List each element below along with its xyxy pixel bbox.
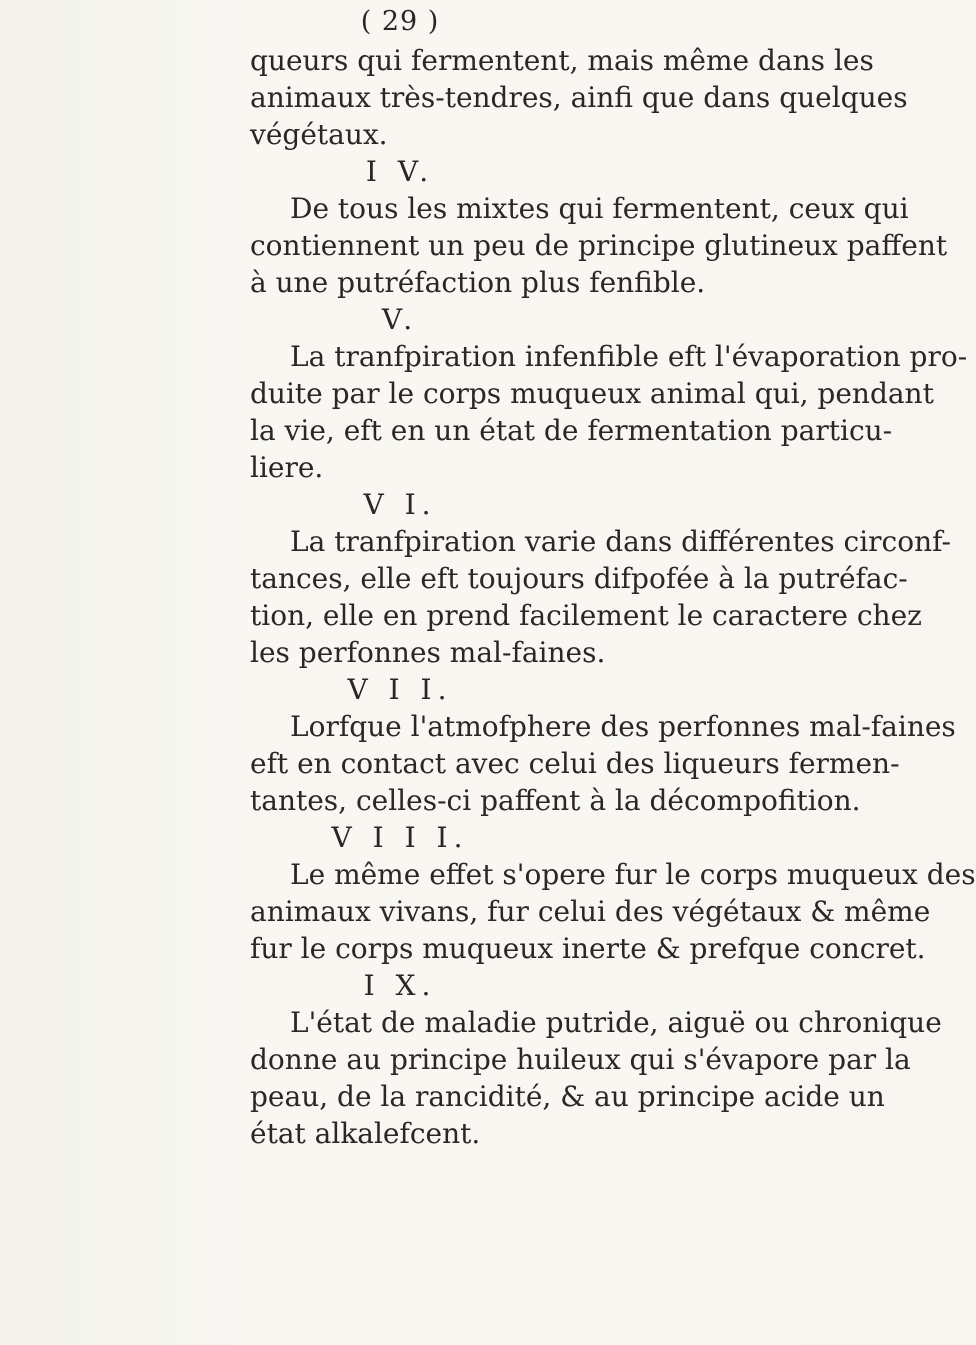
section-heading-vii: V I I. [347, 673, 453, 706]
text-line: Lorfque l'atmofphere des perfonnes mal-faines [290, 710, 956, 743]
text-line: liere. [250, 451, 324, 484]
text-line: De tous les mixtes qui fermentent, ceux qui [290, 192, 909, 225]
text-line: tances, elle eft toujours difpofée à la putréfac- [250, 562, 908, 595]
section-heading-ix: I X. [363, 969, 437, 1002]
text-line: à une putréfaction plus fenfible. [250, 266, 706, 299]
section-heading-vi: V I. [363, 488, 437, 521]
text-line: fur le corps muqueux inerte & prefque concret. [250, 932, 926, 965]
text-line: La tranfpiration varie dans différentes circonf- [290, 525, 951, 558]
text-line: végétaux. [250, 118, 388, 151]
text-line: animaux vivans, fur celui des végétaux & même [250, 895, 931, 928]
text-line: queurs qui fermentent, mais même dans les [250, 44, 874, 77]
text-line: peau, de la rancidité, & au principe acide un [250, 1080, 885, 1113]
text-line: L'état de maladie putride, aiguë ou chronique [290, 1006, 942, 1039]
text-line: la vie, eft en un état de fermentation particu- [250, 414, 893, 447]
text-line: contiennent un peu de principe glutineux paffent [250, 229, 948, 262]
text-line: tion, elle en prend facilement le caractere chez [250, 599, 922, 632]
text-line: eft en contact avec celui des liqueurs fermen- [250, 747, 900, 780]
section-heading-iv: I V. [365, 155, 435, 188]
page-number: ( 29 ) [360, 6, 440, 37]
section-heading-viii: V I I I. [331, 821, 469, 854]
text-line: donne au principe huileux qui s'évapore par la [250, 1043, 911, 1076]
text-line: tantes, celles-ci paffent à la décompofition. [250, 784, 861, 817]
text-line: duite par le corps muqueux animal qui, pendant [250, 377, 934, 410]
text-line: La tranfpiration infenfible eft l'évaporation pro- [290, 340, 968, 373]
text-line: état alkalefcent. [250, 1117, 481, 1150]
text-line: les perfonnes mal-faines. [250, 636, 606, 669]
text-line: Le même effet s'opere fur le corps muqueux des [290, 858, 976, 891]
text-line: animaux très-tendres, ainfi que dans quelques [250, 81, 908, 114]
section-heading-v: V. [381, 303, 419, 336]
